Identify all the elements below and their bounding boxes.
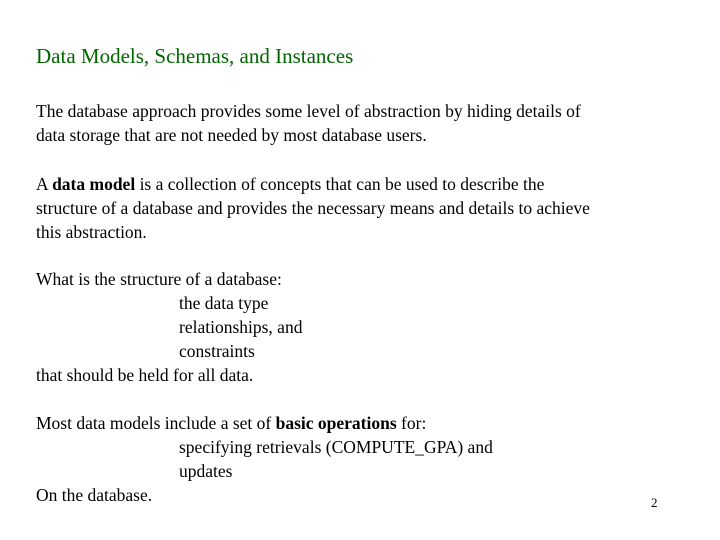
- paragraph-data-model: [36, 172, 590, 244]
- slide-title: Data Models, Schemas, and Instances: [36, 44, 354, 68]
- paragraph-structure: [36, 267, 302, 387]
- text-line: this abstraction.: [36, 222, 147, 242]
- text-line: [36, 172, 590, 196]
- text-line: The database approach provides some level of abstraction by hiding details of: [36, 101, 581, 121]
- indented-line: the data type: [179, 293, 269, 313]
- text-line: On the database.: [36, 485, 153, 505]
- bold-term-data-model: data model: [52, 174, 136, 194]
- text-line: data storage that are not needed by most database users.: [36, 125, 427, 145]
- bold-term-basic-operations: basic operations: [275, 413, 397, 433]
- text-fragment: is a collection of concepts that can be used to describe the: [135, 174, 545, 194]
- indented-line: relationships, and: [179, 317, 303, 337]
- indented-line: constraints: [179, 341, 255, 361]
- text-fragment: for:: [396, 413, 427, 433]
- page-number: 2: [651, 495, 658, 510]
- indented-line: specifying retrievals (COMPUTE_GPA) and: [179, 437, 493, 457]
- text-line: that should be held for all data.: [36, 365, 254, 385]
- text-fragment: Most data models include a set of: [36, 413, 276, 433]
- text-fragment: A: [36, 174, 53, 194]
- paragraph-abstraction: [36, 99, 581, 147]
- text-line: [36, 411, 493, 435]
- paragraph-operations: [36, 411, 493, 507]
- text-line: What is the structure of a database:: [36, 269, 282, 289]
- text-line: structure of a database and provides the necessary means and details to achieve: [36, 198, 590, 218]
- indented-line: updates: [179, 461, 233, 481]
